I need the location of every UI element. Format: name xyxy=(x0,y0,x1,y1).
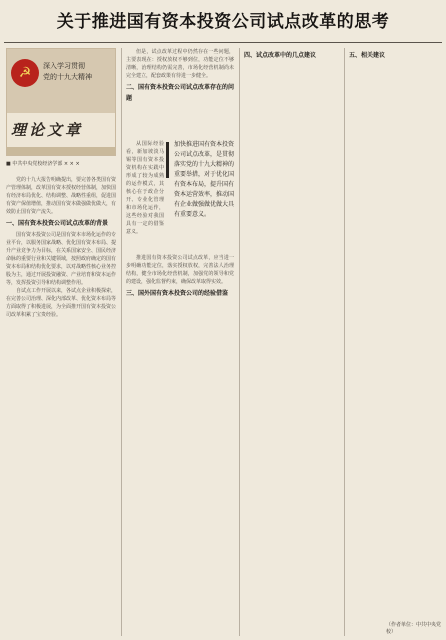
column-1 xyxy=(6,176,116,634)
party-emblem-icon: ☭ xyxy=(11,59,39,87)
column-3 xyxy=(244,48,340,634)
body-paragraph: 推进国有资本投资公司试点改革，应当进一步明确功能定位，落实授权放权，完善法人治理结构，健全市场化经营机制，加强党的领导和党的建设，强化监督约束，确保改革取得实效。 xyxy=(126,255,234,285)
column-2 xyxy=(126,254,234,634)
banner-subtitle-line: 深入学习贯彻 xyxy=(43,62,85,70)
section-heading: 四、试点改革中的几点建议 xyxy=(244,52,317,59)
banner-bar xyxy=(7,147,115,155)
headline-rule xyxy=(4,42,442,43)
body-paragraph: 自试点工作开展以来，各试点企业积极探索，在完善公司治理、深化内部改革、优化资本布局等方面取得了积极进展，为全面推开国有资本投资公司改革积累了宝贵经验。 xyxy=(6,288,116,318)
banner-subtitle-line: 党的十九大精神 xyxy=(43,73,92,81)
banner-subtitle xyxy=(43,61,113,83)
section-heading: 二、国有资本投资公司试点改革存在的问题 xyxy=(126,84,234,102)
lede-box xyxy=(166,140,236,250)
lede-text: 加快推进国有资本投资公司试点改革，是贯彻落实党的十九大精神的重要举措，对于优化国有资本布局，提升国有资本运营效率，推动国有企业做强做优做大具有重要意义。 xyxy=(174,141,235,218)
headline: 关于推进国有资本投资公司试点改革的思考 xyxy=(56,12,390,32)
column-2-side xyxy=(126,140,164,250)
author-line: ■ 中共中央党校经济学部 × × × xyxy=(6,161,80,167)
body-paragraph: 党的十九大报告明确提出，要完善各类国有资产管理体制，改革国有资本授权经营体制，加快国有经济布局优化、结构调整、战略性重组，促进国有资产保值增值，推动国有资本做强做优做大，有效防止国有资产流失。 xyxy=(6,177,116,215)
author-signature: （作者单位：中共中央党校） xyxy=(386,622,442,635)
body-paragraph: 从国际经验看，新加坡淡马锡等国有资本投资机构在实践中形成了较为成熟的运作模式，其核心在于政企分开、专业化管理和市场化运作，这些经验对我国具有一定的借鉴意义。 xyxy=(126,141,164,235)
column-2-top xyxy=(126,48,234,136)
banner-title: 理论文章 xyxy=(11,121,84,139)
section-heading: 五、相关建议 xyxy=(349,52,386,59)
lede-bracket xyxy=(166,142,169,178)
column-divider xyxy=(239,48,240,636)
body-paragraph: 但是，试点改革过程中仍然存在一些问题，主要表现在：授权放权不够到位，功能定位不够清晰，治理结构仍需完善，市场化经营机制尚未完全建立，配套政策有待进一步健全。 xyxy=(126,49,234,79)
section-heading: 三、国外国有资本投资公司的经验借鉴 xyxy=(126,290,229,297)
section-heading: 一、国有资本投资公司试点改革的背景 xyxy=(6,220,109,227)
column-4 xyxy=(349,48,442,618)
column-divider xyxy=(121,48,122,636)
column-divider xyxy=(344,48,345,636)
body-paragraph: 国有资本投资公司是国有资本市场化运作的专业平台，以服务国家战略、优化国有资本布局、提升产业竞争力为目标，在关系国家安全、国民经济命脉的重要行业和关键领域，按照政府确定的国有资本布局和结构优化要求，以对战略性核心业务控股为主，通过开展投资融资、产业培育和资本运作等，发挥投资引导和结构调整作用。 xyxy=(6,232,116,286)
column-banner xyxy=(6,48,116,156)
